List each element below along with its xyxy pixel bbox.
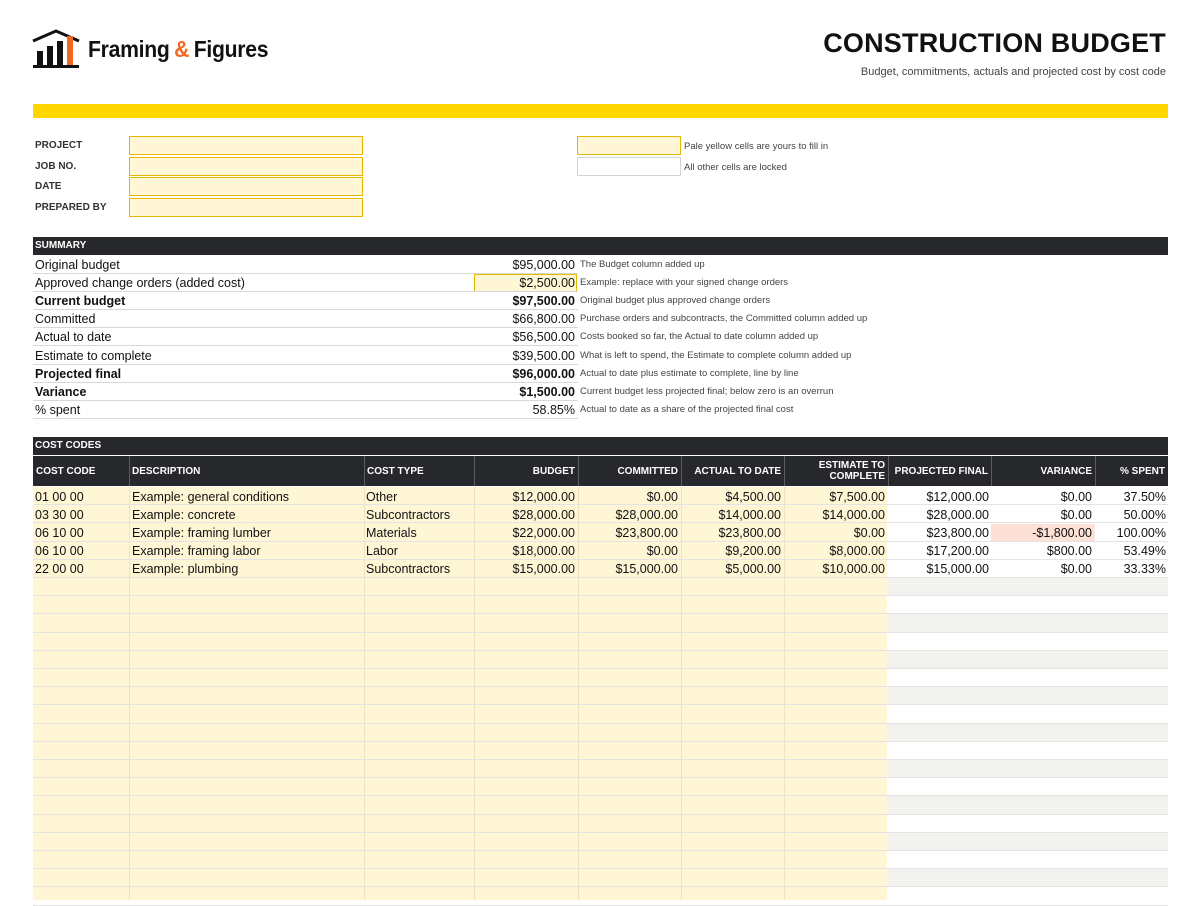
cell-percent-spent: 37.50%: [1123, 489, 1166, 504]
summary-label: Actual to date: [35, 330, 112, 345]
cell-estimate-to-complete[interactable]: $10,000.00: [822, 562, 885, 577]
col-header-cost-type[interactable]: COST TYPE: [367, 465, 424, 477]
date-input[interactable]: [129, 177, 363, 196]
cell-budget[interactable]: $28,000.00: [512, 507, 575, 522]
summary-row-actual-to-date: [33, 328, 1168, 346]
brand-name-part1: Framing: [88, 35, 170, 62]
cell-variance: $0.00: [1060, 507, 1092, 522]
summary-row-original-budget: [33, 256, 1168, 274]
cell-committed[interactable]: $15,000.00: [615, 562, 678, 577]
cell-cost-type[interactable]: Other: [366, 489, 398, 504]
cell-actual-to-date[interactable]: $23,800.00: [718, 525, 781, 540]
summary-note: Actual to date as a share of the projected final cost: [580, 404, 794, 416]
cell-actual-to-date[interactable]: $5,000.00: [725, 562, 781, 577]
bar-chart-logo-icon: [32, 29, 80, 69]
col-header-estimate-to-complete[interactable]: [784, 456, 888, 486]
brand-name: [88, 36, 268, 63]
cell-cost-code[interactable]: 06 10 00: [35, 544, 84, 559]
summary-value: $96,000.00: [512, 366, 575, 381]
summary-value: $97,500.00: [512, 293, 575, 308]
project-label: PROJECT: [35, 140, 83, 151]
prepared-by-input[interactable]: [129, 198, 363, 217]
summary-note: Purchase orders and subcontracts, the Committed column added up: [580, 313, 868, 325]
cell-estimate-to-complete[interactable]: $0.00: [853, 525, 885, 540]
summary-label: Variance: [35, 384, 87, 399]
cell-budget[interactable]: $22,000.00: [512, 525, 575, 540]
summary-row-change-orders: [33, 274, 1168, 292]
cell-committed[interactable]: $0.00: [646, 489, 678, 504]
summary-value: $95,000.00: [512, 257, 575, 272]
cell-description[interactable]: Example: plumbing: [132, 562, 239, 577]
cell-cost-code[interactable]: 06 10 00: [35, 525, 84, 540]
col-header-committed[interactable]: COMMITTED: [617, 465, 678, 477]
col-header-actual-to-date[interactable]: ACTUAL TO DATE: [694, 465, 781, 477]
summary-row-variance: [33, 383, 1168, 401]
col-header-percent-spent[interactable]: % SPENT: [1119, 465, 1165, 477]
cell-percent-spent: 100.00%: [1116, 525, 1166, 540]
job-no-input[interactable]: [129, 157, 363, 176]
cell-cost-code[interactable]: 03 30 00: [35, 507, 84, 522]
summary-row-projected-final: [33, 365, 1168, 383]
cell-budget[interactable]: $12,000.00: [512, 489, 575, 504]
cell-cost-type[interactable]: Subcontractors: [366, 507, 451, 522]
col-header-estimate-line1: ESTIMATE TO: [818, 460, 885, 471]
brand-name-part2: Figures: [193, 35, 269, 62]
cell-projected-final: $17,200.00: [926, 544, 989, 559]
project-input[interactable]: [129, 136, 363, 155]
cell-budget[interactable]: $15,000.00: [512, 562, 575, 577]
col-header-projected-final[interactable]: PROJECTED FINAL: [894, 465, 988, 477]
cell-percent-spent: 53.49%: [1123, 544, 1166, 559]
summary-value: $1,500.00: [519, 384, 575, 399]
legend-yellow-swatch: [577, 136, 681, 155]
page-subtitle: Budget, commitments, actuals and projected cost by cost code: [860, 66, 1166, 78]
cell-cost-type[interactable]: Labor: [366, 544, 398, 559]
cell-variance: $800.00: [1046, 544, 1092, 559]
cell-estimate-to-complete[interactable]: $8,000.00: [829, 544, 885, 559]
cell-estimate-to-complete[interactable]: $14,000.00: [822, 507, 885, 522]
summary-label: Committed: [35, 312, 96, 327]
summary-label: % spent: [35, 403, 81, 418]
legend-yellow-text: Pale yellow cells are yours to fill in: [684, 141, 829, 152]
yellow-band: [33, 104, 1168, 118]
cell-committed[interactable]: $0.00: [646, 544, 678, 559]
col-header-variance[interactable]: VARIANCE: [1040, 465, 1092, 477]
summary-label: Projected final: [35, 366, 122, 381]
col-header-description[interactable]: DESCRIPTION: [132, 465, 201, 477]
brand-ampersand: &: [174, 35, 190, 62]
cell-projected-final: $23,800.00: [926, 525, 989, 540]
cell-percent-spent: 33.33%: [1123, 562, 1166, 577]
summary-value: $66,800.00: [512, 312, 575, 327]
cost-codes-heading: COST CODES: [33, 437, 1168, 455]
summary-value: $39,500.00: [512, 348, 575, 363]
cell-description[interactable]: Example: concrete: [132, 507, 236, 522]
cell-cost-code[interactable]: 22 00 00: [35, 562, 84, 577]
summary-label: Estimate to complete: [35, 348, 152, 363]
job-no-label: JOB NO.: [35, 161, 77, 172]
summary-value: $2,500.00: [519, 275, 575, 290]
col-header-cost-code[interactable]: COST CODE: [36, 465, 96, 477]
cell-projected-final: $15,000.00: [926, 562, 989, 577]
brand-logo: [32, 28, 284, 70]
summary-row-committed: [33, 310, 1168, 328]
cell-variance: $0.00: [1060, 562, 1092, 577]
cell-actual-to-date[interactable]: $4,500.00: [725, 489, 781, 504]
cell-projected-final: $28,000.00: [926, 507, 989, 522]
cell-percent-spent: 50.00%: [1123, 507, 1166, 522]
col-header-budget[interactable]: BUDGET: [532, 465, 575, 477]
summary-row-current-budget: [33, 292, 1168, 310]
summary-note: What is left to spend, the Estimate to complete column added up: [580, 349, 852, 361]
summary-note: Original budget plus approved change orders: [580, 294, 771, 306]
cell-committed[interactable]: $23,800.00: [615, 525, 678, 540]
summary-note: The Budget column added up: [580, 258, 705, 270]
summary-row-percent-spent: [33, 401, 1168, 419]
cell-committed[interactable]: $28,000.00: [615, 507, 678, 522]
cell-cost-code[interactable]: 01 00 00: [35, 489, 84, 504]
legend-white-swatch: [577, 157, 681, 176]
summary-label: Original budget: [35, 257, 120, 272]
cell-actual-to-date[interactable]: $14,000.00: [718, 507, 781, 522]
cell-cost-type[interactable]: Materials: [366, 525, 417, 540]
cell-description[interactable]: Example: framing lumber: [132, 525, 271, 540]
legend-white-text: All other cells are locked: [684, 162, 787, 173]
col-header-estimate-line2: COMPLETE: [829, 471, 885, 482]
summary-note: Actual to date plus estimate to complete, line by line: [580, 367, 799, 379]
date-label: DATE: [35, 181, 62, 192]
cell-description[interactable]: Example: framing labor: [132, 544, 261, 559]
cell-projected-final: $12,000.00: [926, 489, 989, 504]
cell-actual-to-date[interactable]: $9,200.00: [725, 544, 781, 559]
cell-description[interactable]: Example: general conditions: [132, 489, 290, 504]
cell-budget[interactable]: $18,000.00: [512, 544, 575, 559]
summary-label: Approved change orders (added cost): [35, 275, 245, 290]
summary-note: Costs booked so far, the Actual to date column added up: [580, 331, 819, 343]
summary-heading: SUMMARY: [33, 237, 1168, 255]
summary-value: $56,500.00: [512, 330, 575, 345]
cell-cost-type[interactable]: Subcontractors: [366, 562, 451, 577]
summary-value: 58.85%: [532, 403, 575, 418]
summary-row-estimate-to-complete: [33, 347, 1168, 365]
cell-estimate-to-complete[interactable]: $7,500.00: [829, 489, 885, 504]
summary-note: Example: replace with your signed change orders: [580, 276, 789, 288]
cell-variance: -$1,800.00: [1032, 525, 1092, 540]
prepared-by-label: PREPARED BY: [35, 202, 107, 213]
summary-note: Current budget less projected final; below zero is an overrun: [580, 385, 834, 397]
summary-label: Current budget: [35, 293, 126, 308]
page-title: CONSTRUCTION BUDGET: [823, 28, 1166, 58]
cell-variance: $0.00: [1060, 489, 1092, 504]
